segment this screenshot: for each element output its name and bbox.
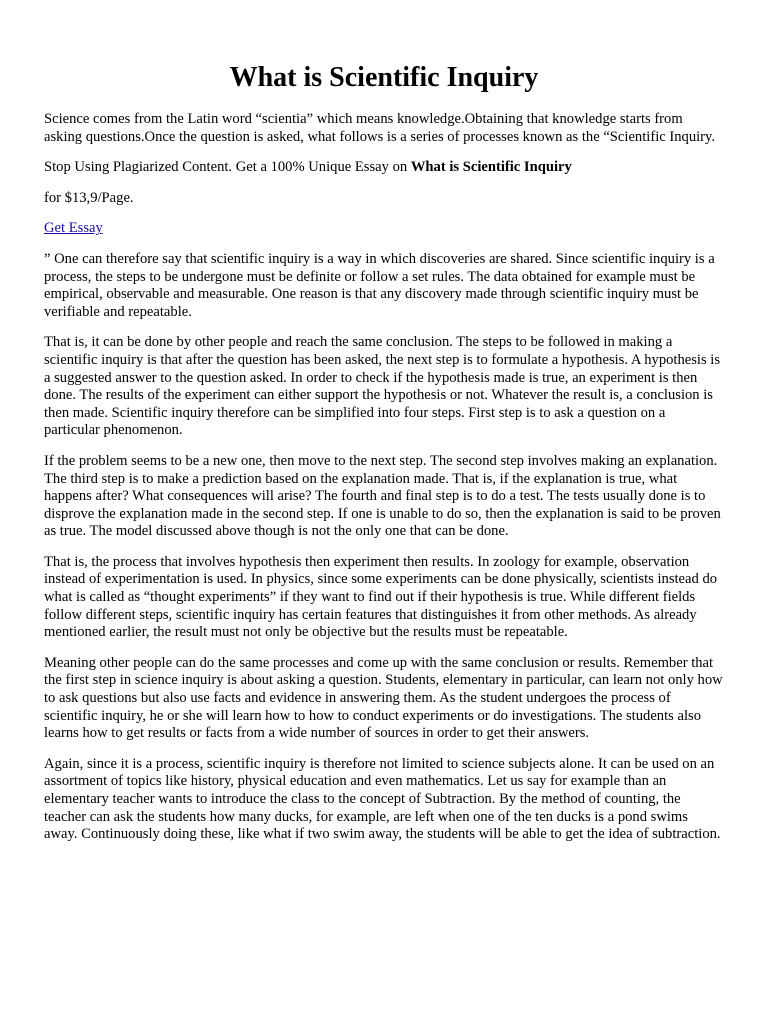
body-paragraph: If the problem seems to be a new one, then move to the next step. The second step involves making an explanation. The third step is to make a prediction based on the explanation made. That is, if the explanation is true, what happens after? What consequences will arise? The fourth and final step is to do a test. The tests usually done is to disprove the explanation made in the second step. If one is unable to do so, then the explanation is said to be proven as true. The model discussed above though is not the only one that can be done. [44, 452, 721, 540]
get-essay-link[interactable]: Get Essay [44, 220, 103, 237]
intro-paragraph: Science comes from the Latin word “scientia” which means knowledge.Obtaining that knowledge starts from asking questions.Once the question is asked, what follows is a series of processes known as the “Scientific Inquiry. [44, 111, 716, 145]
promo-line [44, 159, 724, 177]
body-paragraph: Again, since it is a process, scientific inquiry is therefore not limited to science subjects alone. It can be used on an assortment of topics like history, physical education and even mathematics. Let us say for example than an elementary teacher wants to introduce the class to the concept of Subtraction. By the method of counting, the teacher can ask the students how many ducks, for example, are left when one of the ten ducks is a pond swims away. Continuously doing these, like what if two swim away, the students will be able to get the idea of subtraction. [44, 755, 721, 843]
body-paragraph: That is, it can be done by other people and reach the same conclusion. The steps to be followed in making a scientific inquiry is that after the question has been asked, the next step is to formulate a hypothesis. A hypothesis is a suggested answer to the question asked. In order to check if the hypothesis made is true, an experiment is then done. The results of the experiment can either support the hypothesis or not. Whatever the result is, a conclusion is then made. Scientific inquiry therefore can be simplified into four steps. First step is to ask a question on a particular phenomenon. [44, 334, 721, 439]
body-paragraph: ” One can therefore say that scientific inquiry is a way in which discoveries are shared. Since scientific inquiry is a process, the steps to be undergone must be definite or follow a set rules. The data obtained for example must be empirical, observable and measurable. One reason is that any discovery made through scientific inquiry must be verifiable and repeatable. [44, 250, 715, 320]
page-title: What is Scientific Inquiry [229, 62, 539, 93]
document-page [44, 58, 724, 857]
get-essay-row [44, 220, 724, 238]
body-paragraph: Meaning other people can do the same processes and come up with the same conclusion or results. Remember that the first step in science inquiry is about asking a question. Students, elementary in particular, can learn not only how to ask questions but also use facts and evidence in answering them. As the student undergoes the process of scientific inquiry, he or she will learn how to how to conduct experiments or do investigations. The students also learns how to get results or facts from a wide number of sources in order to get their answers. [44, 654, 723, 742]
body-paragraph: That is, the process that involves hypothesis then experiment then results. In zoology for example, observation instead of experimentation is used. In physics, since some experiments can be done physically, scientists instead do what is called as “thought experiments” if they want to find out if their hypothesis is true. While different fields follow different steps, scientific inquiry has certain features that distinguishes it from other methods. As already mentioned earlier, the result must not only be objective but the results must be repeatable. [44, 553, 718, 641]
promo-topic: What is Scientific Inquiry [410, 159, 572, 176]
promo-price: for $13,9/Page. [44, 189, 134, 206]
promo-prefix: Stop Using Plagiarized Content. Get a 100% Unique Essay on [44, 159, 411, 176]
